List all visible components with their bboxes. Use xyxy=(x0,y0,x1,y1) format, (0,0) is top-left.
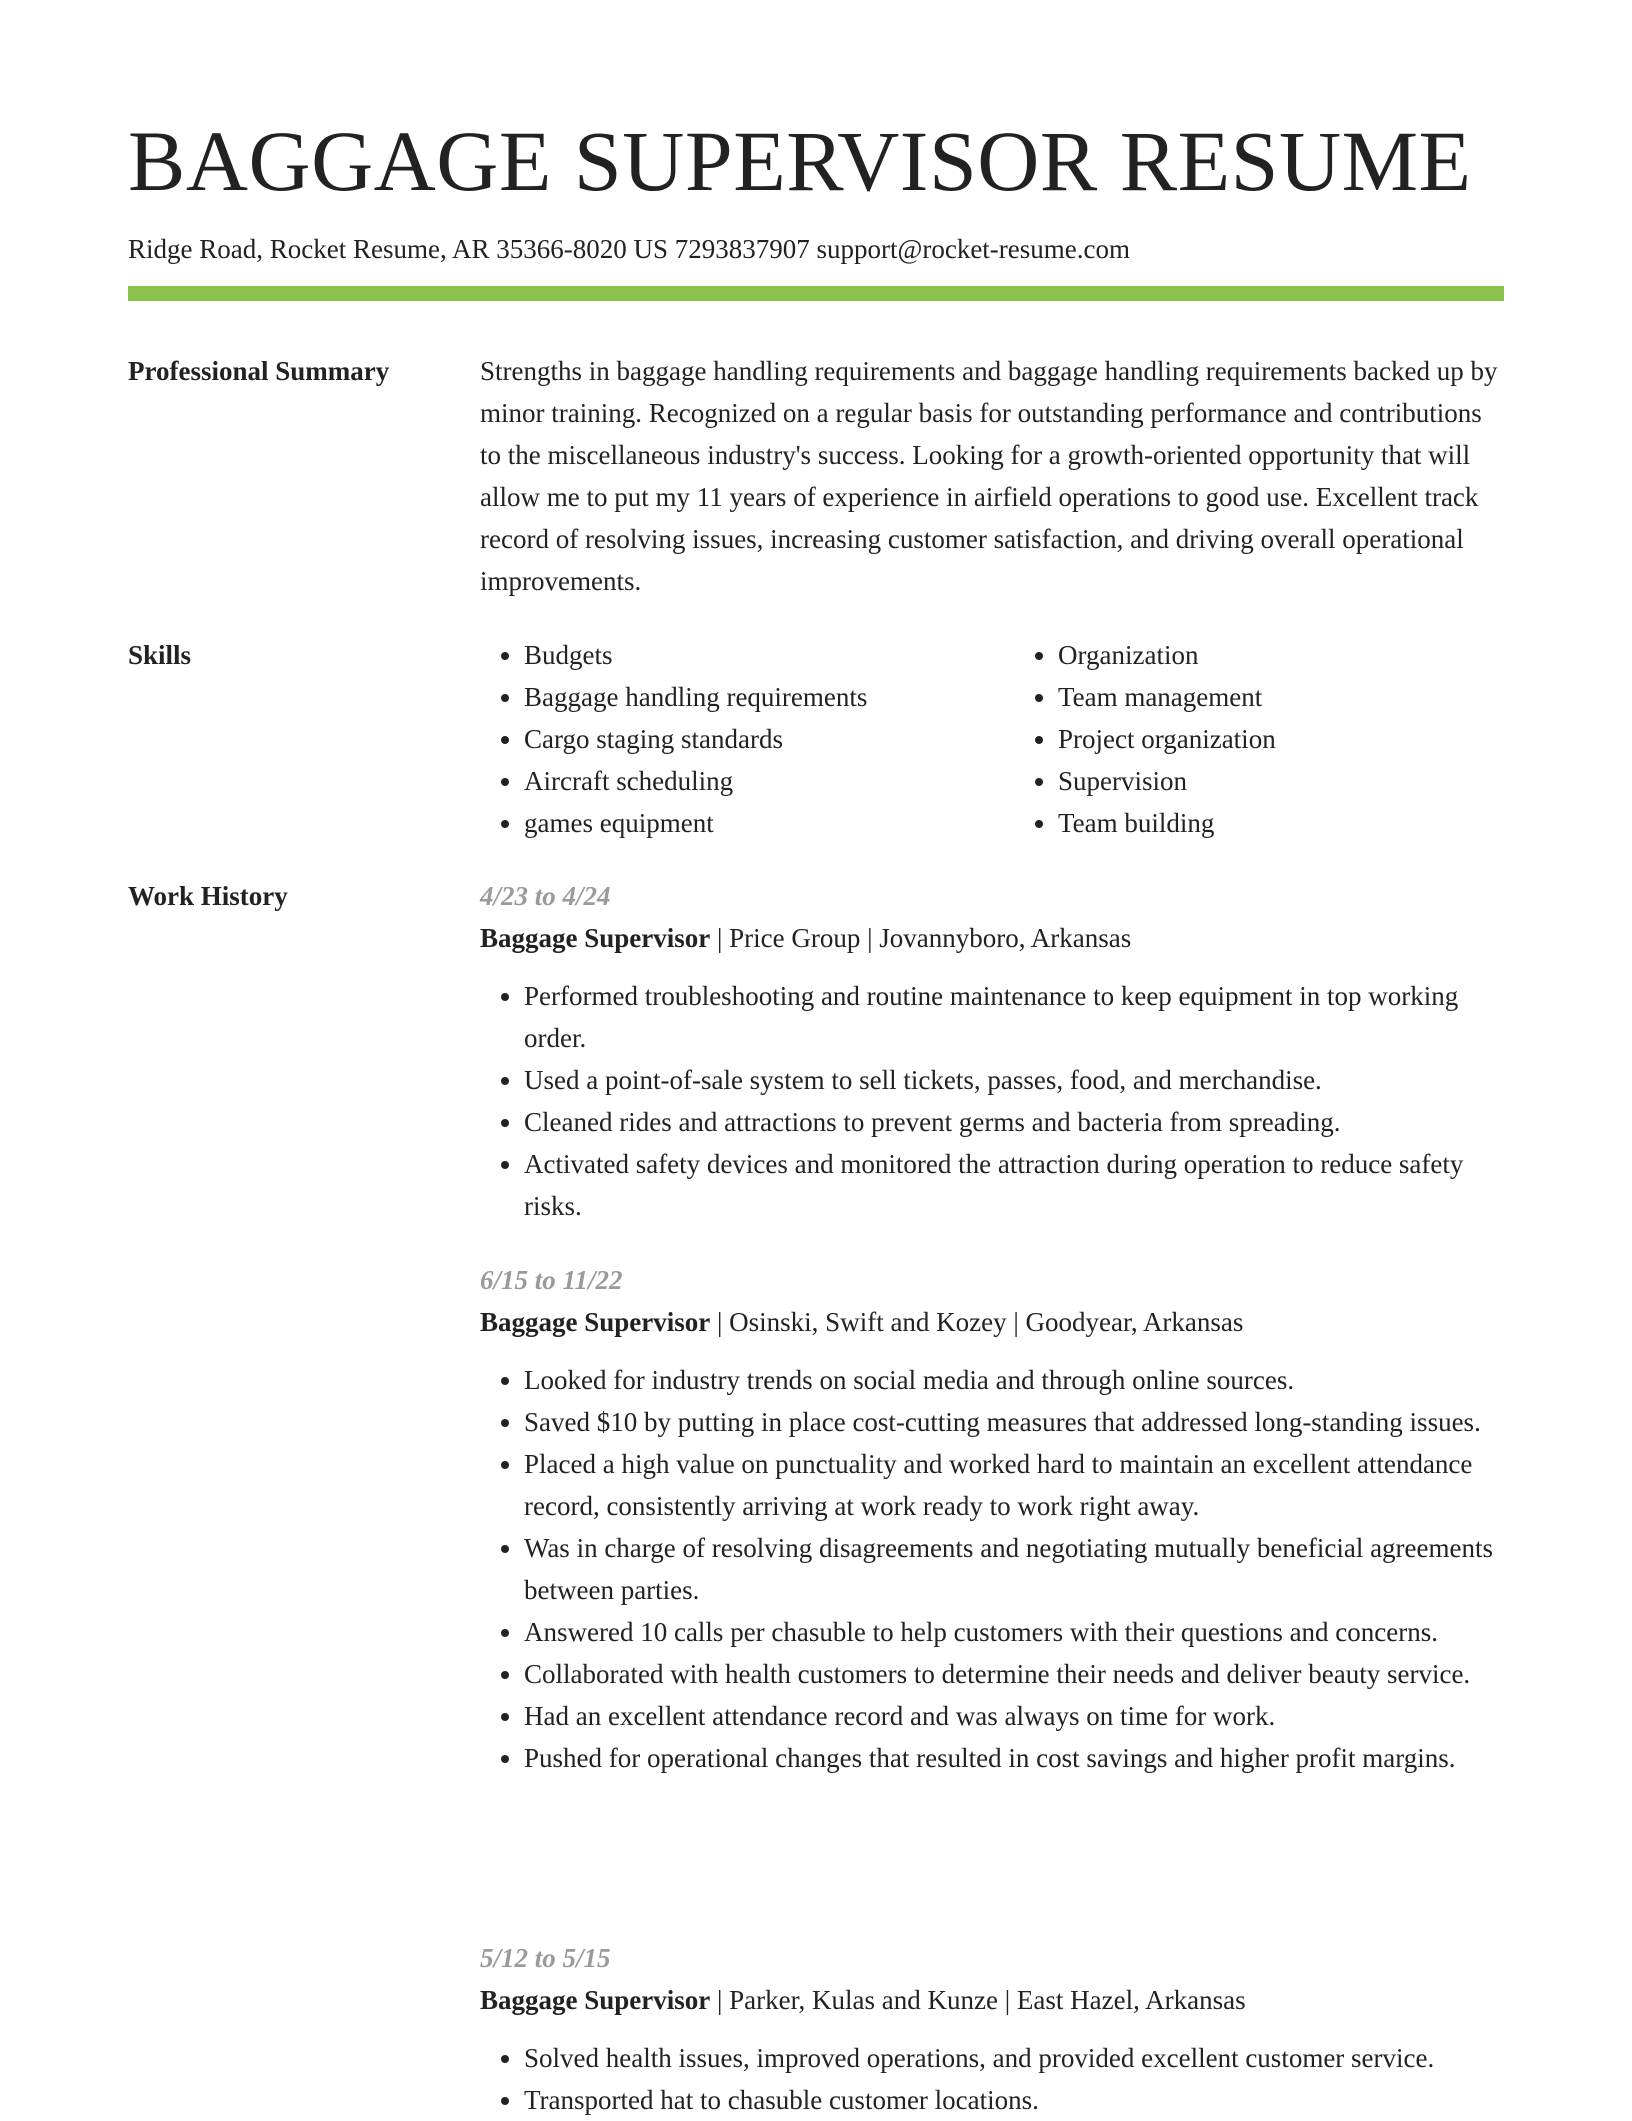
job-bullet: • Saved $10 by putting in place cost-cutting measures that addressed long-standing issues. xyxy=(524,1401,1504,1443)
contact-line: Ridge Road, Rocket Resume, AR 35366-8020 US 7293837907 support@rocket-resume.com xyxy=(128,234,1130,264)
job-bullet: • Activated safety devices and monitored the attraction during operation to reduce safety risks. xyxy=(524,1143,1504,1227)
skill-item: • games equipment xyxy=(524,802,970,844)
job-details: | Price Group | Jovannyboro, Arkansas xyxy=(710,923,1132,953)
job-bullets xyxy=(480,1359,1504,1779)
work-history-label: Work History xyxy=(128,881,288,911)
job-details: | Parker, Kulas and Kunze | East Hazel, Arkansas xyxy=(710,1985,1246,2015)
job-heading xyxy=(480,917,1504,959)
job-bullet: • Was in charge of resolving disagreements and negotiating mutually beneficial agreements between parties. xyxy=(524,1527,1504,1611)
job-bullet: • Answered 10 calls per chasuble to help customers with their questions and concerns. xyxy=(524,1611,1504,1653)
job-bullet: • Used a point-of-sale system to sell tickets, passes, food, and merchandise. xyxy=(524,1059,1504,1101)
skill-item: • Project organization xyxy=(1058,718,1504,760)
accent-divider xyxy=(128,286,1504,301)
job-title: Baggage Supervisor xyxy=(480,1307,711,1337)
summary-text: Strengths in baggage handling requirements and baggage handling requirements backed up by minor training. Recognized on a regular basis for outstanding performance and contributions to the miscellaneous industry's success. Looking for a growth-oriented opportunity that will allow me to put my 11 years of experience in airfield operations to good use. Excellent track record of resolving issues, increasing customer satisfaction, and driving overall operational improvements. xyxy=(480,356,1498,596)
job-dates: 6/15 to 11/22 xyxy=(480,1265,623,1295)
skill-item: • Team management xyxy=(1058,676,1504,718)
job-bullet: • Looked for industry trends on social media and through online sources. xyxy=(524,1359,1504,1401)
job-bullets xyxy=(480,975,1504,1227)
job-bullet: • Collaborated with health customers to determine their needs and deliver beauty service. xyxy=(524,1653,1504,1695)
job-title: Baggage Supervisor xyxy=(480,923,711,953)
job-bullet: • Placed a high value on punctuality and worked hard to maintain an excellent attendance record, consistently arriving at work ready to work right away. xyxy=(524,1443,1504,1527)
job-bullets xyxy=(480,2037,1504,2121)
summary-label: Professional Summary xyxy=(128,356,390,386)
job-bullet: • Performed troubleshooting and routine maintenance to keep equipment in top working order. xyxy=(524,975,1504,1059)
skill-item: • Baggage handling requirements xyxy=(524,676,970,718)
skill-item: • Supervision xyxy=(1058,760,1504,802)
job-dates: 5/12 to 5/15 xyxy=(480,1943,611,1973)
job-heading xyxy=(480,1979,1504,2021)
skill-item: • Team building xyxy=(1058,802,1504,844)
job-bullet: • Pushed for operational changes that resulted in cost savings and higher profit margins. xyxy=(524,1737,1504,1779)
skill-item: • Cargo staging standards xyxy=(524,718,970,760)
skills-column-right xyxy=(1014,634,1504,844)
job-entry xyxy=(480,875,1504,1227)
skills-list xyxy=(480,634,1504,844)
job-bullet: • Cleaned rides and attractions to prevent germs and bacteria from spreading. xyxy=(524,1101,1504,1143)
skills-label: Skills xyxy=(128,640,192,670)
job-title: Baggage Supervisor xyxy=(480,1985,711,2015)
skill-item: • Aircraft scheduling xyxy=(524,760,970,802)
skill-item: • Organization xyxy=(1058,634,1504,676)
resume-title: BAGGAGE SUPERVISOR RESUME xyxy=(128,113,1472,209)
job-entry xyxy=(480,1937,1504,2121)
job-bullet: • Solved health issues, improved operations, and provided excellent customer service. xyxy=(524,2037,1504,2079)
job-details: | Osinski, Swift and Kozey | Goodyear, Arkansas xyxy=(710,1307,1244,1337)
job-dates: 4/23 to 4/24 xyxy=(480,881,611,911)
skills-column-left xyxy=(480,634,970,844)
job-heading xyxy=(480,1301,1504,1343)
job-bullet: • Had an excellent attendance record and was always on time for work. xyxy=(524,1695,1504,1737)
job-entry xyxy=(480,1259,1504,1779)
job-bullet: • Transported hat to chasuble customer locations. xyxy=(524,2079,1504,2121)
skill-item: • Budgets xyxy=(524,634,970,676)
